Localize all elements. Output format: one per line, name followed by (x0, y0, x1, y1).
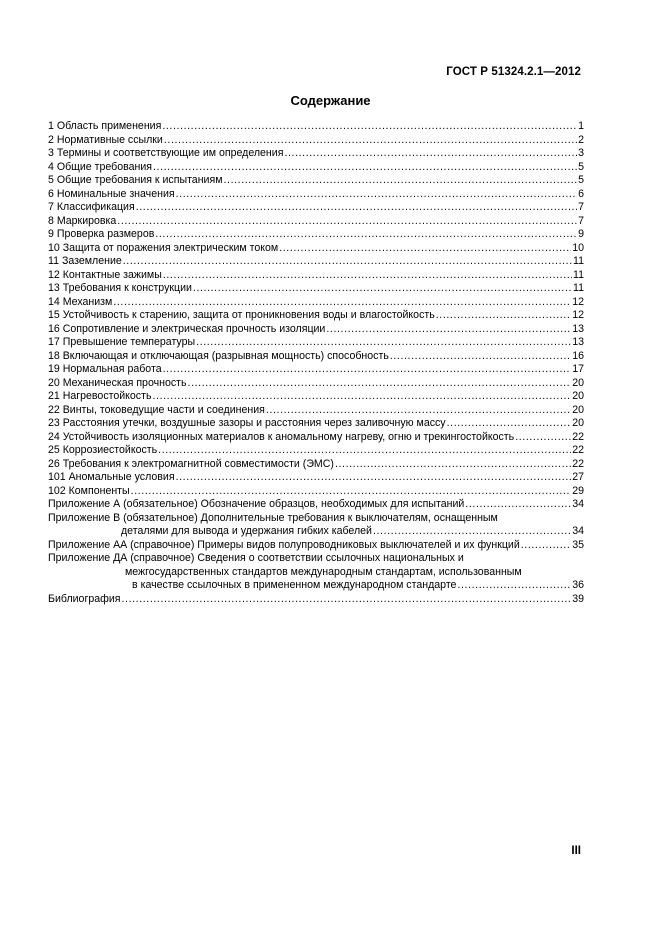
toc-entry-label: 23 Расстояния утечки, воздушные зазоры и расстояния через заливочную массу (48, 417, 446, 429)
toc-entry-label: 13 Требования к конструкции (48, 282, 192, 294)
toc-entry-label: 5 Общие требования к испытаниям (48, 174, 223, 186)
toc-entry-page: 7 (578, 214, 584, 227)
toc-entry-page: 17 (572, 363, 584, 375)
toc-entry-page: 39 (572, 592, 584, 605)
toc-entry[interactable] (48, 404, 584, 418)
toc-leader-dots (224, 174, 578, 188)
document-code: ГОСТ Р 51324.2.1—2012 (446, 66, 581, 78)
toc-leader-dots (176, 188, 577, 202)
toc-entry[interactable] (48, 309, 584, 323)
toc-leader-dots (373, 525, 571, 539)
toc-entry-label: 3 Термины и соответствующие им определения (48, 147, 284, 159)
toc-entry-page: 9 (578, 228, 584, 240)
toc-entry-label: 1 Область применения (48, 120, 162, 132)
toc-entry-bibliography[interactable] (48, 593, 584, 607)
toc-entry[interactable] (48, 458, 584, 472)
toc-entry-label: 26 Требования к электромагнитной совместимости (ЭМС) (48, 457, 334, 470)
toc-entry-label: 12 Контактные зажимы (48, 268, 162, 281)
toc-entry-page: 22 (572, 430, 584, 443)
toc-leader-dots (196, 336, 571, 350)
toc-leader-dots (163, 269, 572, 283)
toc-entry-page: 20 (572, 390, 584, 402)
toc-entry[interactable] (48, 134, 584, 148)
toc-entry[interactable] (48, 282, 584, 296)
toc-entry[interactable] (48, 377, 584, 391)
toc-entry-label: 25 Коррозиестойкость (48, 444, 158, 456)
toc-entry-page: 13 (572, 322, 584, 335)
toc-entry-label: 9 Проверка размеров (48, 228, 155, 240)
toc-entry-page: 3 (578, 147, 584, 159)
toc-entry[interactable] (48, 336, 584, 350)
toc-entry[interactable] (48, 147, 584, 161)
toc-entry-page: 13 (572, 336, 584, 348)
toc-entries (48, 120, 584, 512)
toc-leader-dots (188, 377, 572, 391)
toc-leader-dots (521, 539, 571, 553)
toc-entry[interactable] (48, 363, 584, 377)
toc-entry-page: 16 (572, 349, 584, 362)
toc-entry[interactable] (48, 323, 584, 337)
toc-entry-page: 12 (572, 309, 584, 321)
toc-entry-label: 20 Механическая прочность (48, 376, 187, 389)
toc-entry-label: 18 Включающая и отключающая (разрывная мощность) способность (48, 349, 389, 362)
toc-entry[interactable] (48, 471, 584, 485)
toc-entry-page: 6 (578, 187, 584, 200)
toc-entry[interactable] (48, 201, 584, 215)
toc-entry-label: 6 Номинальные значения (48, 187, 175, 200)
toc-entry[interactable] (48, 255, 584, 269)
toc-entry-page: 5 (578, 174, 584, 186)
toc-entry-label: 17 Превышение температуры (48, 336, 196, 348)
toc-entry-label: Приложение А (обязательное) Обозначение образцов, необходимых для испытаний (48, 498, 465, 510)
toc-entry-page: 11 (573, 282, 584, 294)
toc-leader-dots (390, 350, 571, 364)
toc-entry-label: 7 Классификация (48, 201, 135, 213)
toc-entry-page: 12 (572, 295, 584, 308)
toc-entry-label: 14 Механизм (48, 295, 113, 308)
toc-entry[interactable] (48, 269, 584, 283)
toc-entry-label: 15 Устойчивость к старению, защита от проникновения воды и влагостойкость (48, 309, 435, 321)
toc-leader-dots (447, 417, 572, 431)
toc-entry[interactable] (48, 174, 584, 188)
toc-entry-annex-da-line2[interactable]: межгосударственных стандартов международным стандартам, использованным (125, 565, 522, 578)
toc-entry[interactable] (48, 242, 584, 256)
toc-entry-page: 36 (572, 579, 584, 591)
toc-entry-label: 22 Винты, токоведущие части и соединения (48, 403, 265, 416)
toc-leader-dots (162, 120, 577, 134)
toc-entry-label: деталями для вывода и удержания гибких кабелей (121, 525, 372, 537)
toc-entry-page: 22 (572, 444, 584, 456)
toc-entry-page: 5 (578, 160, 584, 173)
table-of-contents (48, 120, 584, 606)
toc-entry-label: 101 Аномальные условия (48, 471, 175, 483)
toc-entry-annex-da[interactable] (48, 579, 584, 593)
toc-entry-page: 20 (572, 417, 584, 429)
toc-entry-page: 7 (578, 201, 584, 213)
toc-entry-annex-aa[interactable] (48, 539, 584, 553)
toc-entry-annex-b[interactable] (48, 525, 584, 539)
toc-entry[interactable] (48, 228, 584, 242)
toc-entry[interactable] (48, 498, 584, 512)
toc-entry[interactable] (48, 120, 584, 134)
toc-leader-dots (113, 296, 571, 310)
toc-entry-label: 11 Заземление (48, 255, 122, 267)
toc-entry-page: 20 (572, 403, 584, 416)
toc-entry[interactable] (48, 485, 584, 499)
toc-entry-page: 20 (572, 376, 584, 389)
toc-entry-label: 21 Нагревостойкость (48, 390, 152, 402)
toc-entry-label: 2 Нормативные ссылки (48, 133, 163, 146)
toc-leader-dots (117, 215, 577, 229)
toc-entry-label: Библиография (48, 592, 121, 605)
toc-title: Содержание (290, 93, 371, 108)
toc-leader-dots (193, 282, 572, 296)
toc-entry-label: 4 Общие требования (48, 160, 152, 173)
toc-entry-page: 34 (572, 525, 584, 537)
toc-entry-page: 11 (573, 268, 584, 281)
toc-leader-dots (121, 593, 571, 607)
toc-entry-label: Приложение АА (справочное) Примеры видов полупроводниковых выключателей и их функций (48, 538, 520, 551)
toc-entry-page: 34 (572, 498, 584, 510)
toc-leader-dots (436, 309, 571, 323)
toc-entry[interactable] (48, 417, 584, 431)
toc-leader-dots (284, 147, 577, 161)
toc-leader-dots (176, 471, 572, 485)
toc-entry-page: 1 (578, 120, 584, 132)
page-number: III (571, 845, 581, 857)
toc-leader-dots (465, 498, 571, 512)
toc-leader-dots (164, 134, 577, 148)
toc-entry-page: 29 (572, 484, 584, 497)
toc-entry-annex-b-line1[interactable]: Приложение В (обязательное) Дополнительные требования к выключателям, оснащенным (48, 511, 498, 524)
toc-leader-dots (158, 444, 571, 458)
toc-leader-dots (155, 228, 577, 242)
toc-entry[interactable] (48, 390, 584, 404)
toc-entry-label: 16 Сопротивление и электрическая прочность изоляции (48, 322, 326, 335)
toc-leader-dots (153, 161, 577, 175)
toc-entry-page: 27 (572, 471, 584, 483)
toc-entry-page: 11 (573, 255, 584, 267)
toc-entry-page: 35 (572, 538, 584, 551)
toc-entry-label: в качестве ссылочных в примененном международном стандарте (132, 579, 457, 591)
toc-leader-dots (266, 404, 571, 418)
toc-entry[interactable] (48, 296, 584, 310)
toc-entry[interactable] (48, 350, 584, 364)
toc-leader-dots (152, 390, 571, 404)
toc-leader-dots (335, 458, 571, 472)
toc-entry[interactable] (48, 188, 584, 202)
toc-leader-dots (279, 242, 571, 256)
toc-entry-label: 19 Нормальная работа (48, 363, 162, 375)
toc-entry-page: 10 (572, 241, 584, 254)
toc-leader-dots (326, 323, 571, 337)
toc-entry-label: 8 Маркировка (48, 214, 117, 227)
toc-entry-page: 22 (572, 457, 584, 470)
toc-entry-label: 102 Компоненты (48, 484, 130, 497)
toc-leader-dots (136, 201, 577, 215)
toc-entry-label: 10 Защита от поражения электрическим током (48, 241, 279, 254)
toc-entry-label: 24 Устойчивость изоляционных материалов к аномальному нагреву, огню и трекингостойкость (48, 430, 515, 443)
toc-entry-annex-da-line1[interactable]: Приложение ДА (справочное) Сведения о соответствии ссылочных национальных и (48, 552, 464, 564)
toc-entry[interactable] (48, 215, 584, 229)
toc-leader-dots (131, 485, 572, 499)
toc-leader-dots (123, 255, 572, 269)
toc-entry[interactable] (48, 444, 584, 458)
toc-leader-dots (163, 363, 572, 377)
toc-entry-page: 2 (578, 133, 584, 146)
toc-leader-dots (515, 431, 571, 445)
toc-leader-dots (457, 579, 571, 593)
toc-entry[interactable] (48, 161, 584, 175)
toc-entry[interactable] (48, 431, 584, 445)
